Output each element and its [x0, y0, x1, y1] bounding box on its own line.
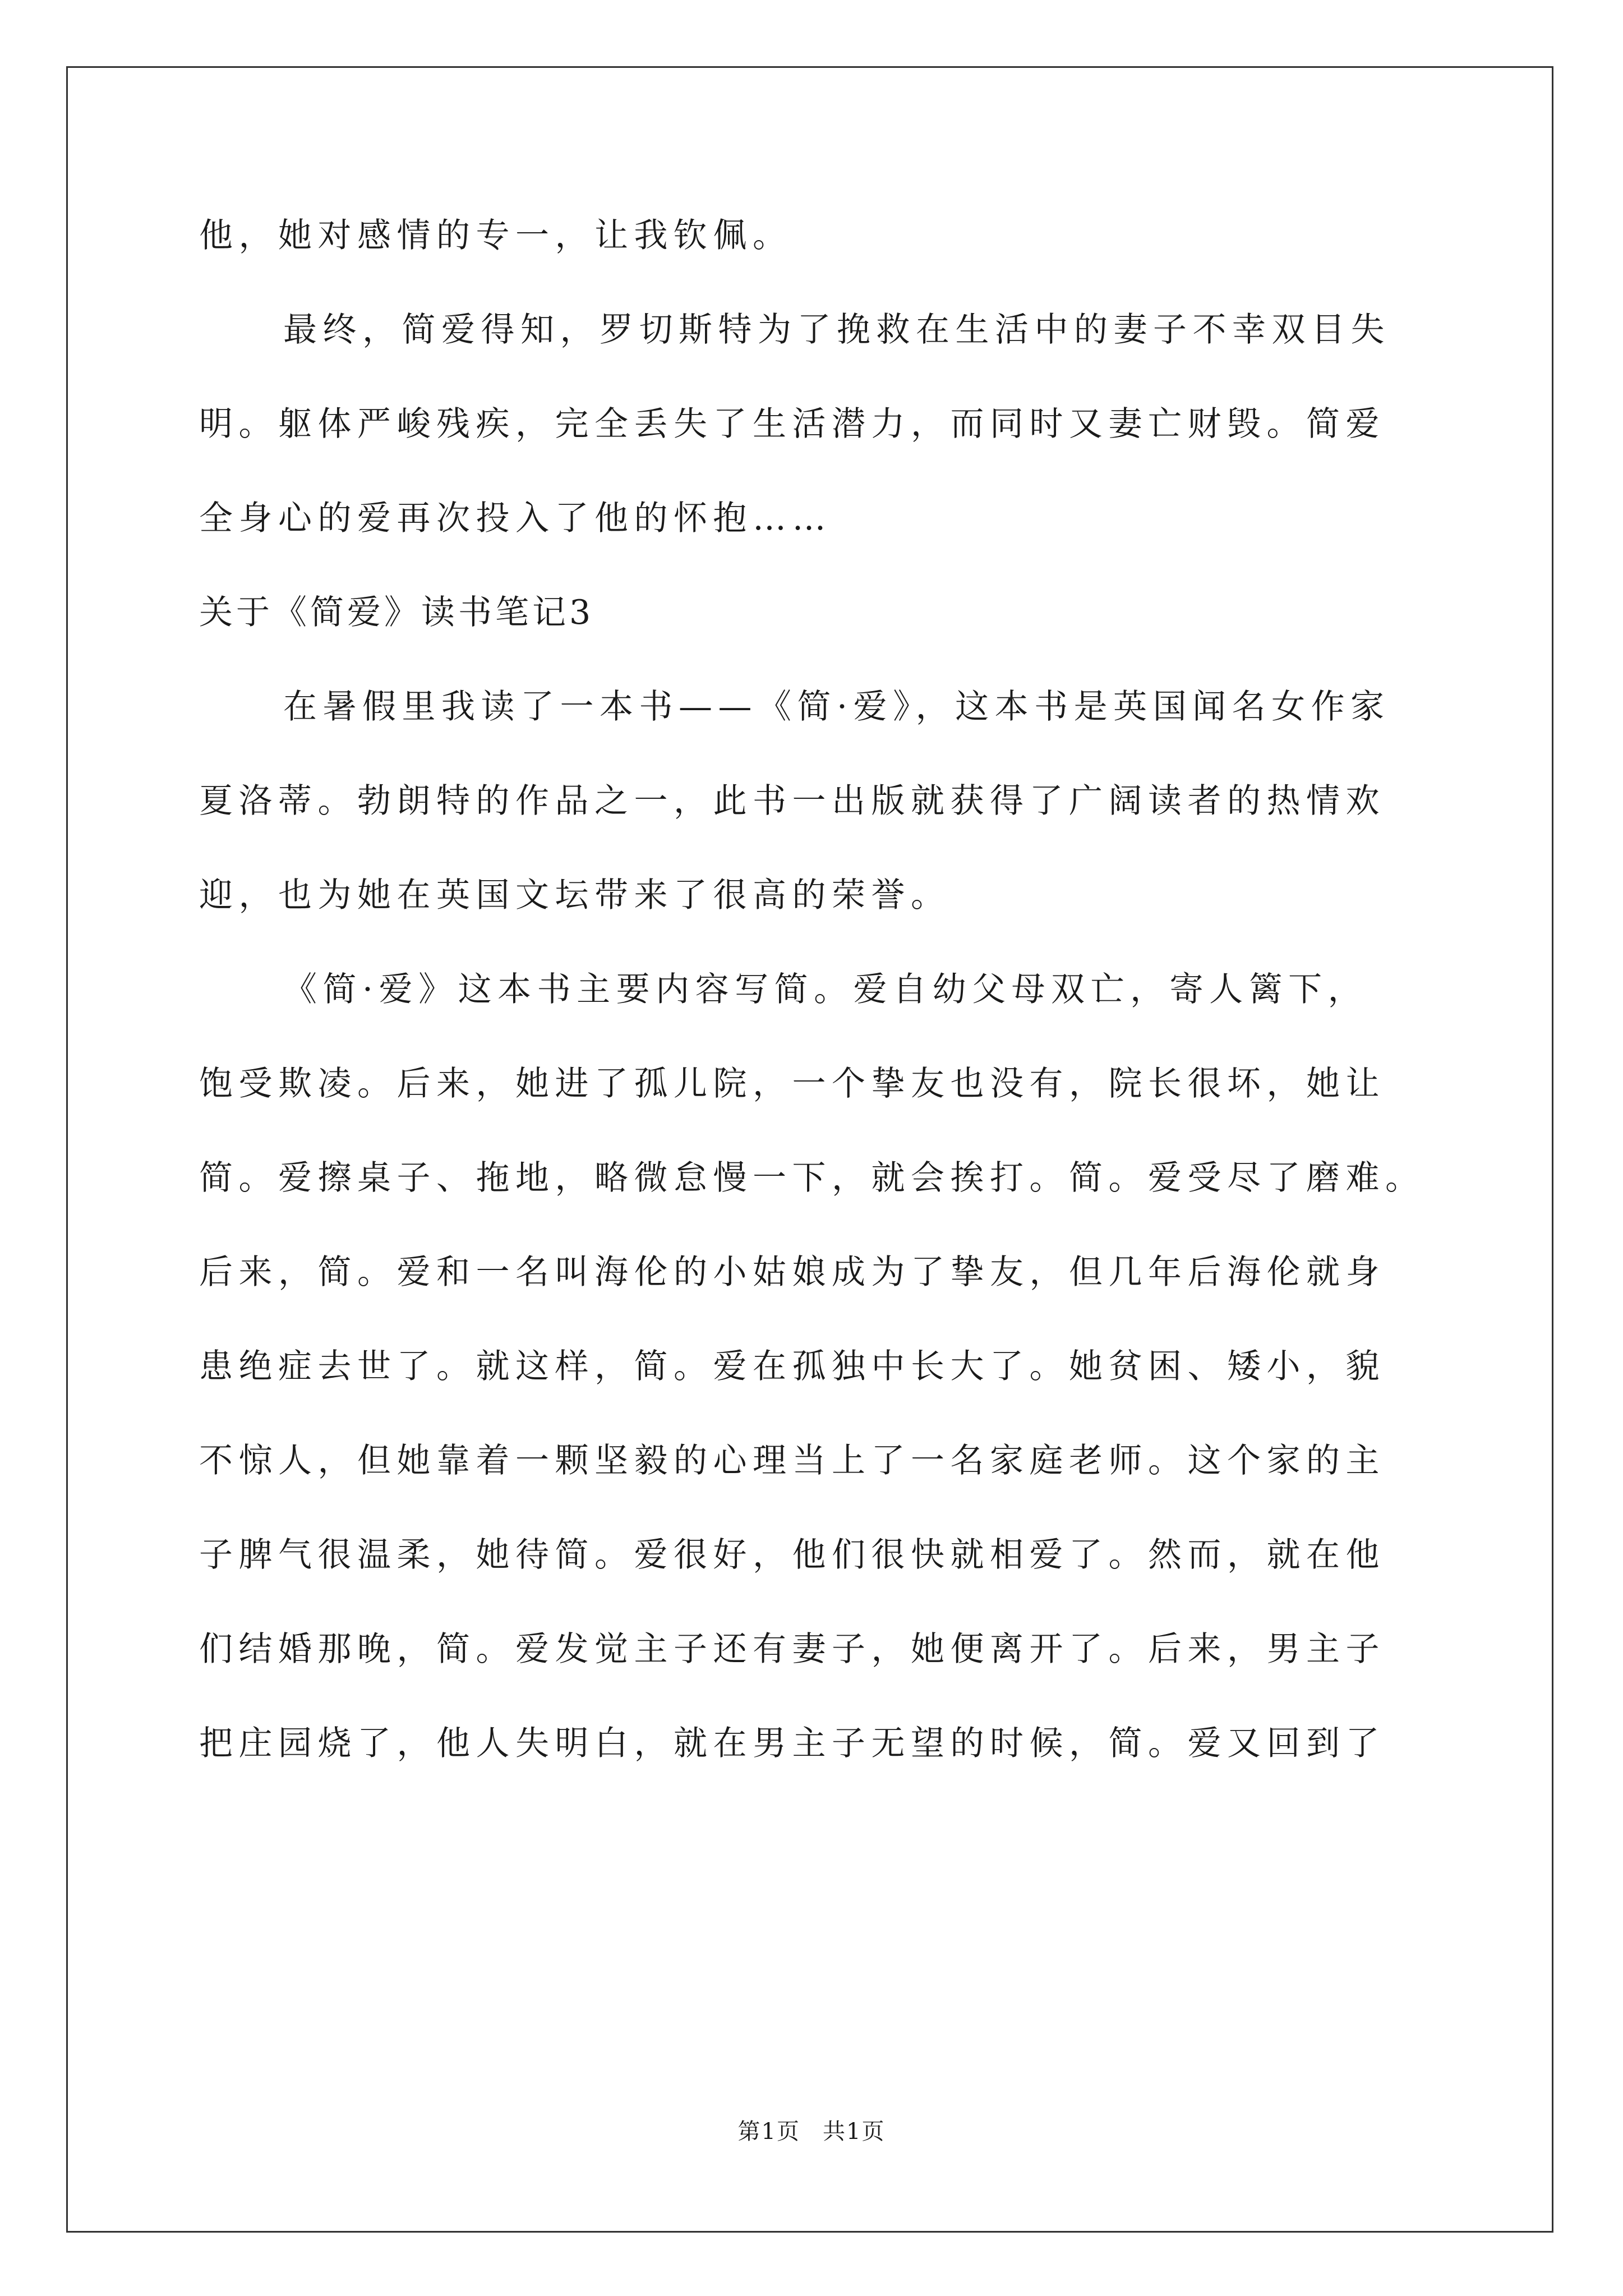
page-border [66, 66, 1553, 2233]
paragraph-line: 在暑假里我读了一本书——《简·爱》，这本书是英国闻名女作家 [283, 687, 1390, 726]
paragraph-line: 夏洛蒂。勃朗特的作品之一，此书一出版就获得了广阔读者的热情欢 [199, 781, 1385, 821]
paragraph-line: 简。爱擦桌子、拖地，略微怠慢一下，就会挨打。简。爱受尽了磨难。 [199, 1158, 1425, 1198]
paragraph-line: 他，她对感情的专一，让我钦佩。 [199, 216, 792, 255]
page-number: 第1页 [737, 2119, 800, 2145]
page-footer [0, 2114, 1623, 2146]
paragraph-line: 们结婚那晚，简。爱发觉主子还有妻子，她便离开了。后来，男主子 [199, 1630, 1385, 1669]
paragraph-line: 患绝症去世了。就这样，简。爱在孤独中长大了。她贫困、矮小，貌 [199, 1347, 1385, 1386]
paragraph-line: 不惊人，但她靠着一颗坚毅的心理当上了一名家庭老师。这个家的主 [199, 1441, 1385, 1480]
paragraph-line: 把庄园烧了，他人失明白，就在男主子无望的时候，简。爱又回到了 [199, 1724, 1385, 1763]
paragraph-line: 饱受欺凌。后来，她进了孤儿院，一个挚友也没有，院长很坏，她让 [199, 1064, 1385, 1103]
paragraph-line: 迎，也为她在英国文坛带来了很高的荣誉。 [199, 876, 951, 915]
page-total: 共1页 [823, 2119, 886, 2145]
paragraph-line: 明。躯体严峻残疾，完全丢失了生活潜力，而同时又妻亡财毁。简爱 [199, 404, 1385, 444]
paragraph-line: 后来，简。爱和一名叫海伦的小姑娘成为了挚友，但几年后海伦就身 [199, 1253, 1385, 1292]
paragraph-line: 最终，简爱得知，罗切斯特为了挽救在生活中的妻子不幸双目失 [283, 310, 1390, 349]
paragraph-line: 子脾气很温柔，她待简。爱很好，他们很快就相爱了。然而，就在他 [199, 1535, 1385, 1575]
paragraph-line: 全身心的爱再次投入了他的怀抱…… [199, 499, 832, 538]
paragraph-line: 《简·爱》这本书主要内容写简。爱自幼父母双亡，寄人篱下， [283, 970, 1368, 1009]
section-heading: 关于《简爱》读书笔记3 [199, 593, 594, 632]
